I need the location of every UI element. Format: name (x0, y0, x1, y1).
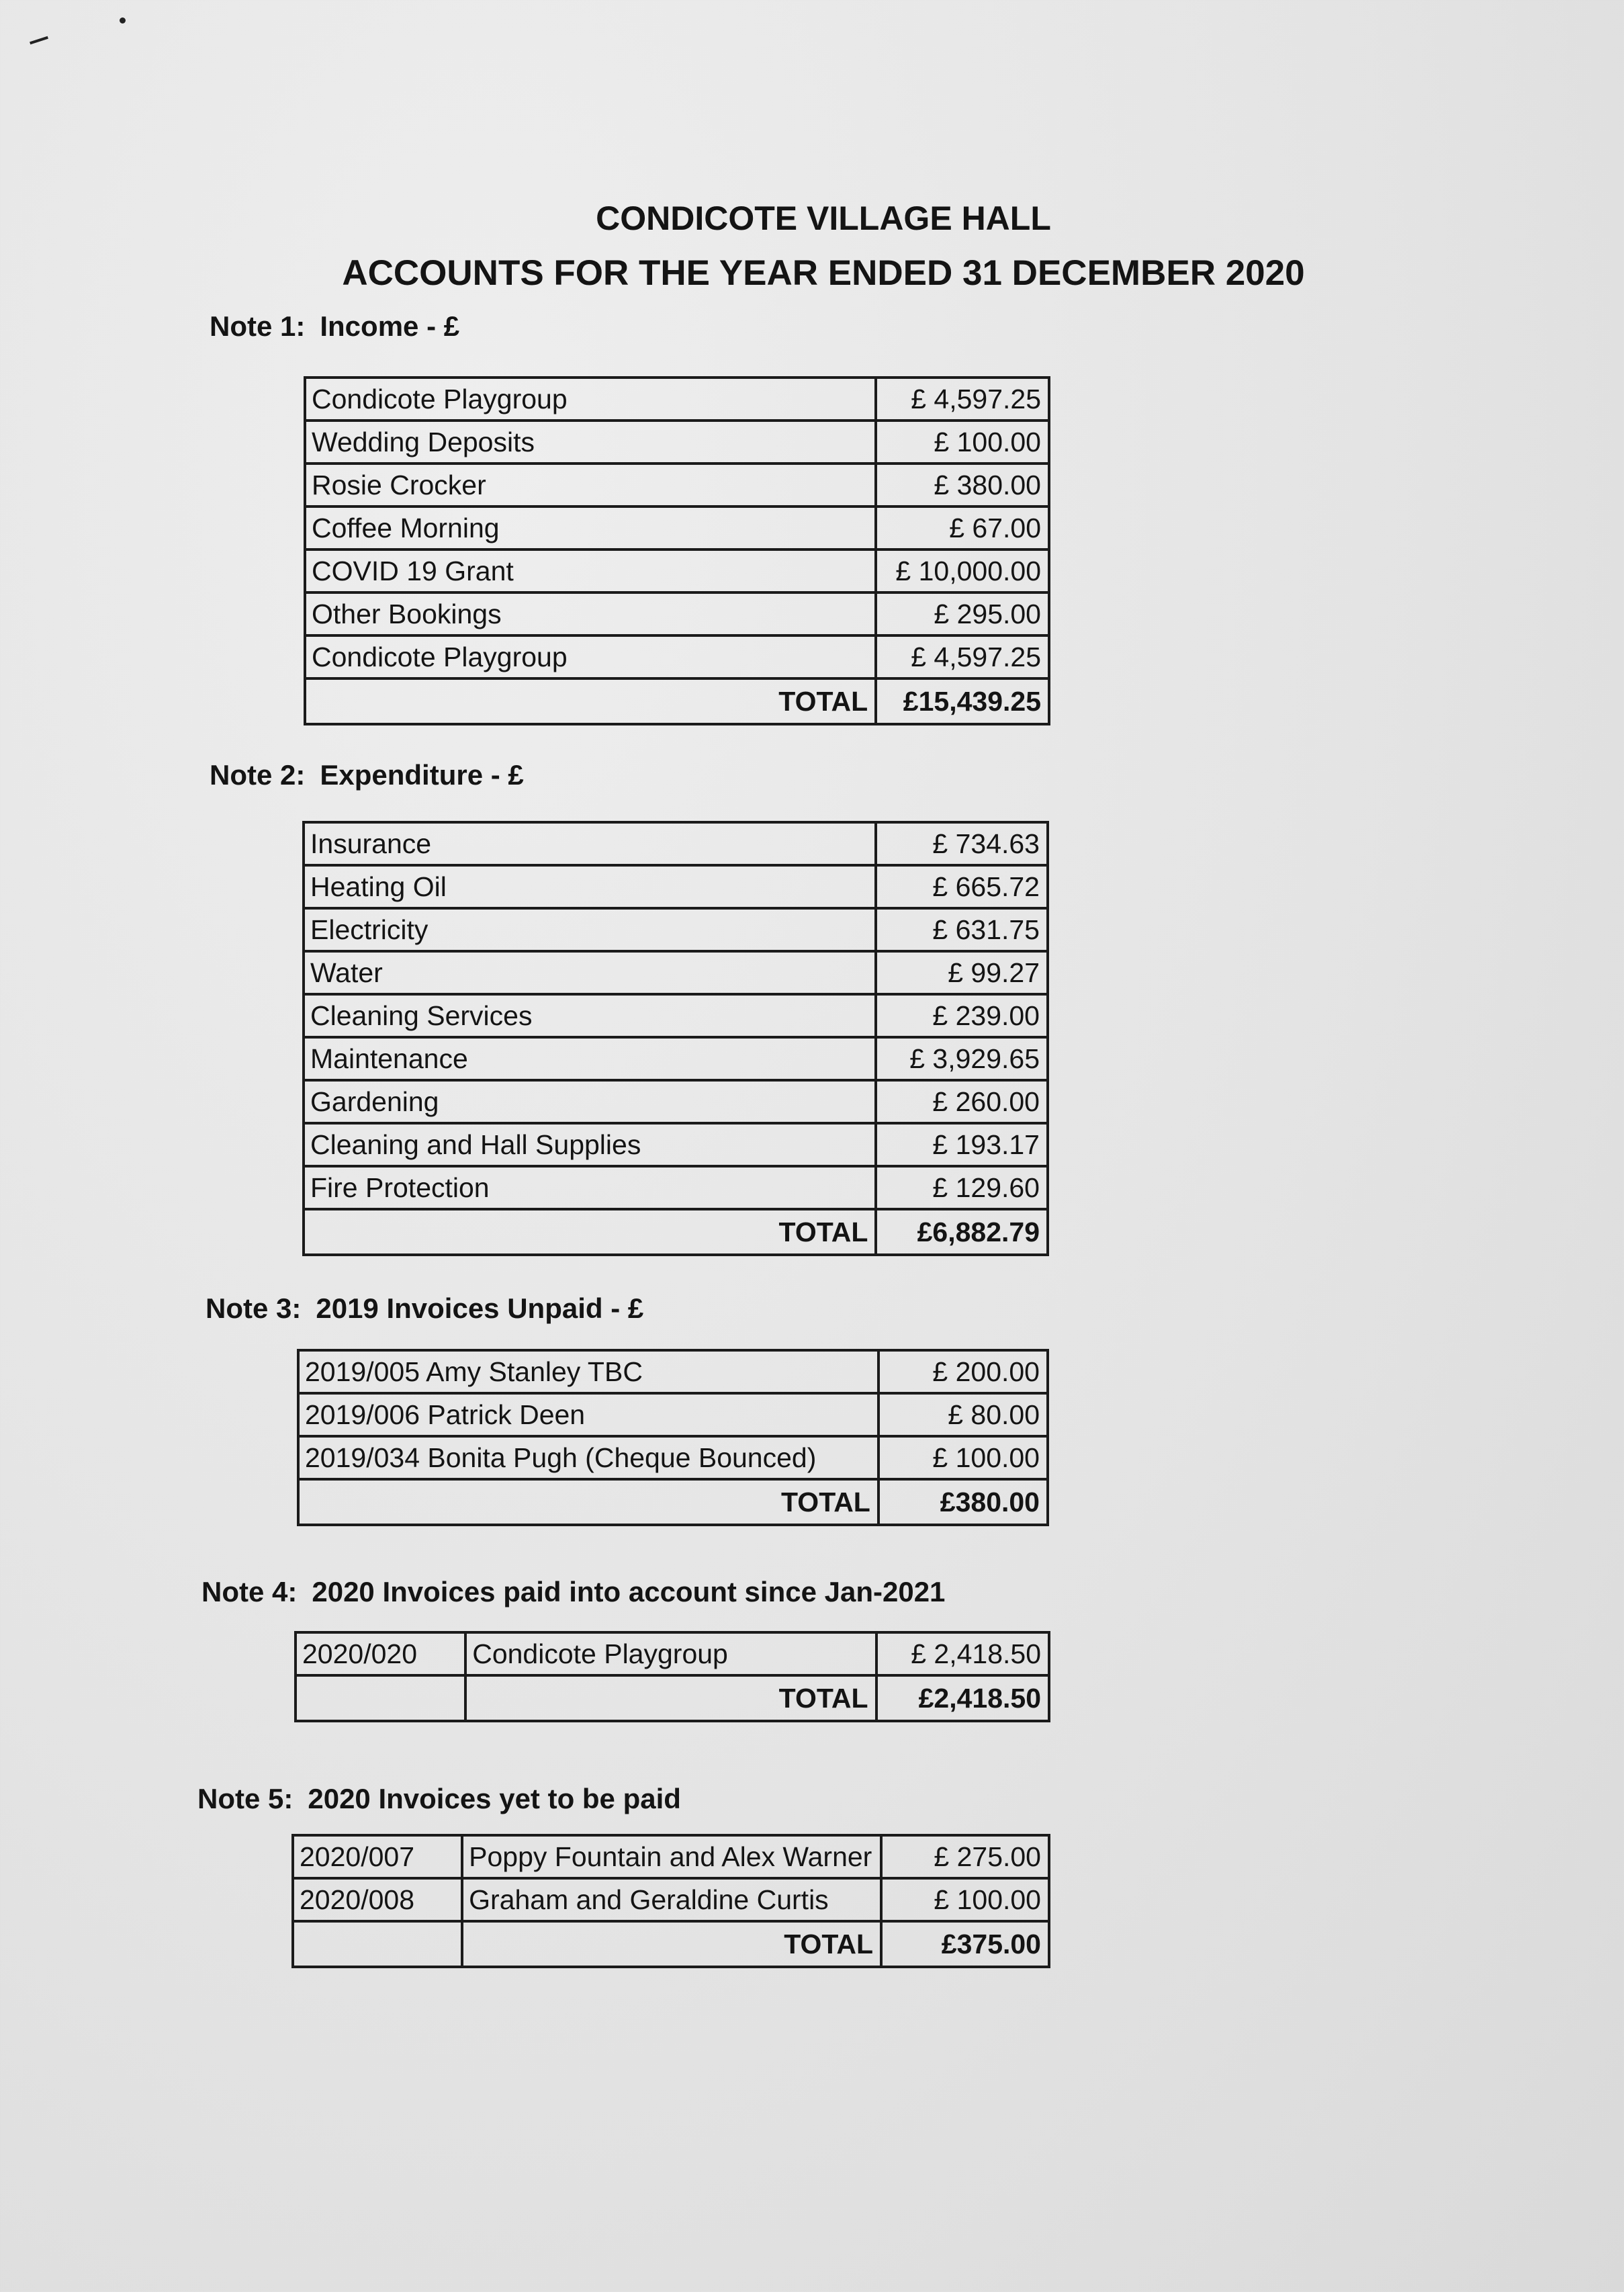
row-label: Condicote Playgroup (305, 635, 876, 678)
row-label: 2019/006 Patrick Deen (298, 1393, 878, 1436)
note-title: Income - £ (320, 310, 460, 342)
row-amount: £ 200.00 (878, 1350, 1048, 1393)
total-row (304, 1209, 1048, 1255)
row-label: Electricity (304, 908, 876, 951)
total-amount: £375.00 (881, 1921, 1049, 1967)
note-3-heading (206, 1292, 643, 1325)
row-amount: £ 275.00 (881, 1835, 1049, 1878)
row-amount: £ 100.00 (881, 1878, 1049, 1921)
total-amount: £380.00 (878, 1479, 1048, 1525)
note-2-heading (210, 759, 524, 791)
table-row (304, 822, 1048, 865)
table-row (296, 1632, 1049, 1675)
total-amount: £6,882.79 (876, 1209, 1048, 1255)
table-row (304, 951, 1048, 994)
row-label: Graham and Geraldine Curtis (462, 1878, 881, 1921)
income-table (304, 376, 1050, 725)
expenditure-table (302, 821, 1049, 1256)
total-label: TOTAL (298, 1479, 878, 1525)
report-title: ACCOUNTS FOR THE YEAR ENDED 31 DECEMBER 2020 (342, 253, 1305, 293)
table-row (305, 592, 1049, 635)
note-1-heading (210, 310, 459, 343)
row-amount: £ 67.00 (876, 506, 1049, 549)
row-amount: £ 100.00 (878, 1436, 1048, 1479)
row-label: Insurance (304, 822, 876, 865)
row-label: Water (304, 951, 876, 994)
total-row (296, 1675, 1049, 1721)
unpaid-2019-table (297, 1349, 1049, 1526)
ink-scratch (30, 36, 48, 44)
note-number: Note 5: (197, 1783, 294, 1814)
total-amount: £15,439.25 (876, 678, 1049, 724)
row-amount: £ 239.00 (876, 994, 1048, 1037)
row-amount: £ 4,597.25 (876, 635, 1049, 678)
total-row (293, 1921, 1049, 1967)
note-4-heading (201, 1576, 945, 1608)
ink-speck (120, 17, 126, 24)
row-amount: £ 734.63 (876, 822, 1048, 865)
row-label: Condicote Playgroup (305, 378, 876, 421)
row-amount: £ 3,929.65 (876, 1037, 1048, 1080)
row-amount: £ 100.00 (876, 421, 1049, 464)
row-label: Wedding Deposits (305, 421, 876, 464)
total-label: TOTAL (305, 678, 876, 724)
table-row (298, 1350, 1048, 1393)
table-row (304, 1037, 1048, 1080)
table-row (304, 1123, 1048, 1166)
row-label: Rosie Crocker (305, 464, 876, 506)
note-number: Note 1: (210, 310, 306, 342)
note-title: 2019 Invoices Unpaid - £ (316, 1292, 644, 1324)
paid-2020-table (294, 1631, 1050, 1722)
total-label: TOTAL (304, 1209, 876, 1255)
total-label: TOTAL (462, 1921, 881, 1967)
total-amount: £2,418.50 (876, 1675, 1049, 1721)
empty-cell (296, 1675, 465, 1721)
row-label: Cleaning and Hall Supplies (304, 1123, 876, 1166)
table-row (304, 865, 1048, 908)
row-amount: £ 80.00 (878, 1393, 1048, 1436)
row-label: Maintenance (304, 1037, 876, 1080)
row-amount: £ 631.75 (876, 908, 1048, 951)
row-amount: £ 2,418.50 (876, 1632, 1049, 1675)
total-row (305, 678, 1049, 724)
outstanding-2020-table (291, 1834, 1050, 1968)
row-label: Cleaning Services (304, 994, 876, 1037)
table-row (298, 1393, 1048, 1436)
row-label: Fire Protection (304, 1166, 876, 1209)
table-row (305, 421, 1049, 464)
note-number: Note 2: (210, 759, 306, 791)
row-amount: £ 665.72 (876, 865, 1048, 908)
table-row (305, 378, 1049, 421)
row-label: Heating Oil (304, 865, 876, 908)
table-row (293, 1878, 1049, 1921)
row-label: Condicote Playgroup (465, 1632, 876, 1675)
table-row (304, 1166, 1048, 1209)
row-label: 2019/005 Amy Stanley TBC (298, 1350, 878, 1393)
table-row (298, 1436, 1048, 1479)
table-row (304, 1080, 1048, 1123)
invoice-ref: 2020/020 (296, 1632, 465, 1675)
row-label: Gardening (304, 1080, 876, 1123)
table-row (304, 994, 1048, 1037)
note-number: Note 3: (206, 1292, 302, 1324)
row-label: Poppy Fountain and Alex Warner (462, 1835, 881, 1878)
row-amount: £ 295.00 (876, 592, 1049, 635)
invoice-ref: 2020/008 (293, 1878, 462, 1921)
note-title: 2020 Invoices paid into account since Jan-2021 (312, 1576, 946, 1607)
row-amount: £ 99.27 (876, 951, 1048, 994)
row-label: Coffee Morning (305, 506, 876, 549)
total-row (298, 1479, 1048, 1525)
row-amount: £ 260.00 (876, 1080, 1048, 1123)
empty-cell (293, 1921, 462, 1967)
row-amount: £ 129.60 (876, 1166, 1048, 1209)
row-amount: £ 4,597.25 (876, 378, 1049, 421)
table-row (305, 506, 1049, 549)
table-row (305, 635, 1049, 678)
note-number: Note 4: (201, 1576, 298, 1607)
table-row (305, 464, 1049, 506)
table-row (305, 549, 1049, 592)
invoice-ref: 2020/007 (293, 1835, 462, 1878)
note-5-heading (197, 1783, 681, 1815)
table-row (293, 1835, 1049, 1878)
row-label: Other Bookings (305, 592, 876, 635)
total-label: TOTAL (465, 1675, 876, 1721)
note-title: 2020 Invoices yet to be paid (308, 1783, 681, 1814)
row-amount: £ 193.17 (876, 1123, 1048, 1166)
row-amount: £ 10,000.00 (876, 549, 1049, 592)
row-amount: £ 380.00 (876, 464, 1049, 506)
note-title: Expenditure - £ (320, 759, 524, 791)
table-row (304, 908, 1048, 951)
organisation-title: CONDICOTE VILLAGE HALL (596, 200, 1051, 237)
row-label: 2019/034 Bonita Pugh (Cheque Bounced) (298, 1436, 878, 1479)
row-label: COVID 19 Grant (305, 549, 876, 592)
